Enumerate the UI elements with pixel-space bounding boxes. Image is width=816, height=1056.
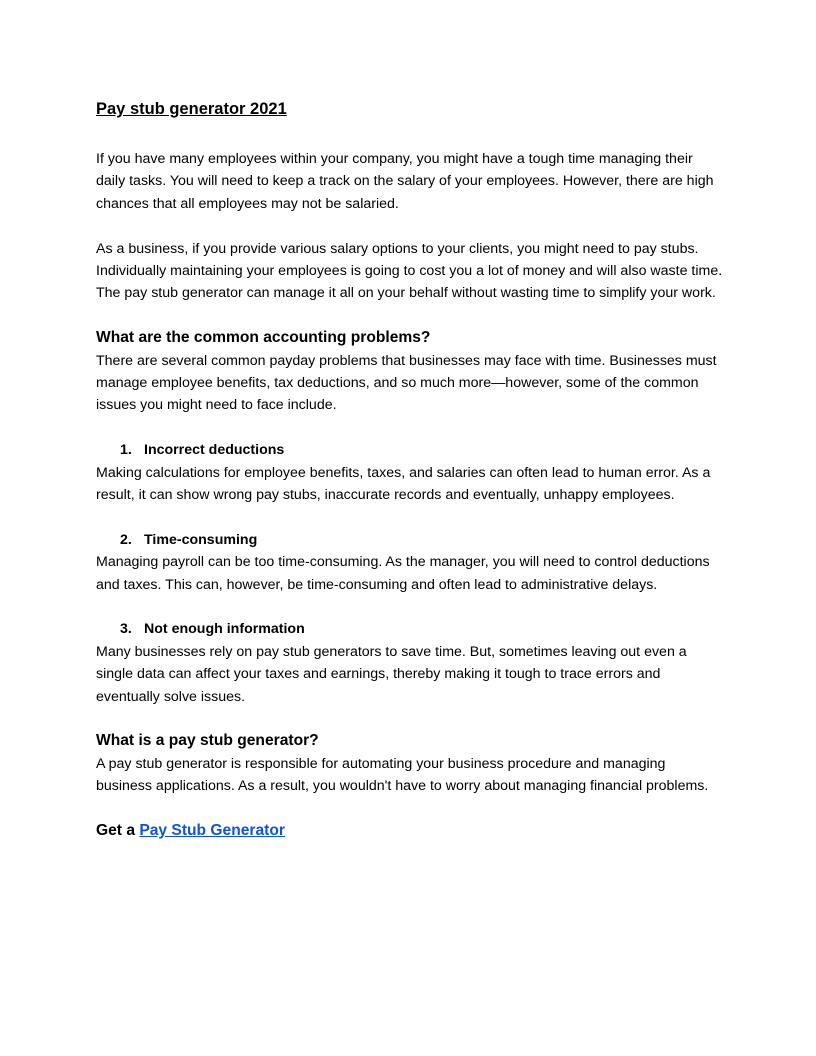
list-number: 3.	[120, 621, 132, 638]
generator-text: A pay stub generator is responsible for automating your business procedure and managing business applications. As a result, you wouldn't have to worry about managing financial problems.	[96, 755, 709, 795]
spacer	[96, 708, 724, 730]
list-item-title: Time-consuming	[144, 531, 258, 548]
list-item-heading	[96, 618, 724, 640]
cta-prefix: Get a	[96, 822, 140, 840]
intro-paragraph-2: As a business, if you provide various salary options to your clients, you might need to pay stubs. Individually maintaining your employees is going to cost you a lot of money and will also waste time. The pay stub generator can manage it all on your behalf without wasting time to simplify your work.	[96, 240, 723, 302]
document-title: Pay stub generator 2021	[96, 100, 287, 118]
list-item-text: Making calculations for employee benefits, taxes, and salaries can often lead to human error. As a result, it can show wrong pay stubs, inaccurate records and eventually, unhappy employees.	[96, 464, 711, 504]
spacer	[96, 506, 724, 528]
cta-line	[96, 820, 724, 842]
spacer	[96, 305, 724, 327]
intro-paragraph-1: If you have many employees within your company, you might have a tough time managing their daily tasks. You will need to keep a track on the salary of your employees. However, there are high chances that all employees may not be salaried.	[96, 151, 714, 212]
spacer	[96, 215, 724, 237]
spacer	[96, 417, 724, 439]
document-page	[96, 96, 724, 842]
problems-intro: There are several common payday problems that businesses may face with time. Businesses must manage employee benefits, tax deductions, and so much more—however, some of the common issues you might need to face include.	[96, 352, 717, 414]
generator-heading: What is a pay stub generator?	[96, 732, 319, 750]
spacer	[96, 122, 724, 148]
list-item-heading	[96, 529, 724, 551]
problems-heading: What are the common accounting problems?	[96, 329, 431, 347]
list-number: 1.	[120, 442, 132, 459]
list-item-heading	[96, 439, 724, 461]
spacer	[96, 596, 724, 618]
list-item-title: Incorrect deductions	[144, 442, 285, 459]
list-number: 2.	[120, 531, 132, 548]
list-item-text: Managing payroll can be too time-consuming. As the manager, you will need to control deductions and taxes. This can, however, be time-consuming and often lead to administrative delays.	[96, 554, 710, 593]
pay-stub-generator-link[interactable]: Pay Stub Generator	[139, 822, 285, 840]
spacer	[96, 798, 724, 820]
list-item-text: Many businesses rely on pay stub generators to save time. But, sometimes leaving out even a single data can affect your taxes and earnings, thereby making it tough to trace errors and eventually solve issues.	[96, 643, 687, 705]
list-item-title: Not enough information	[144, 621, 305, 638]
